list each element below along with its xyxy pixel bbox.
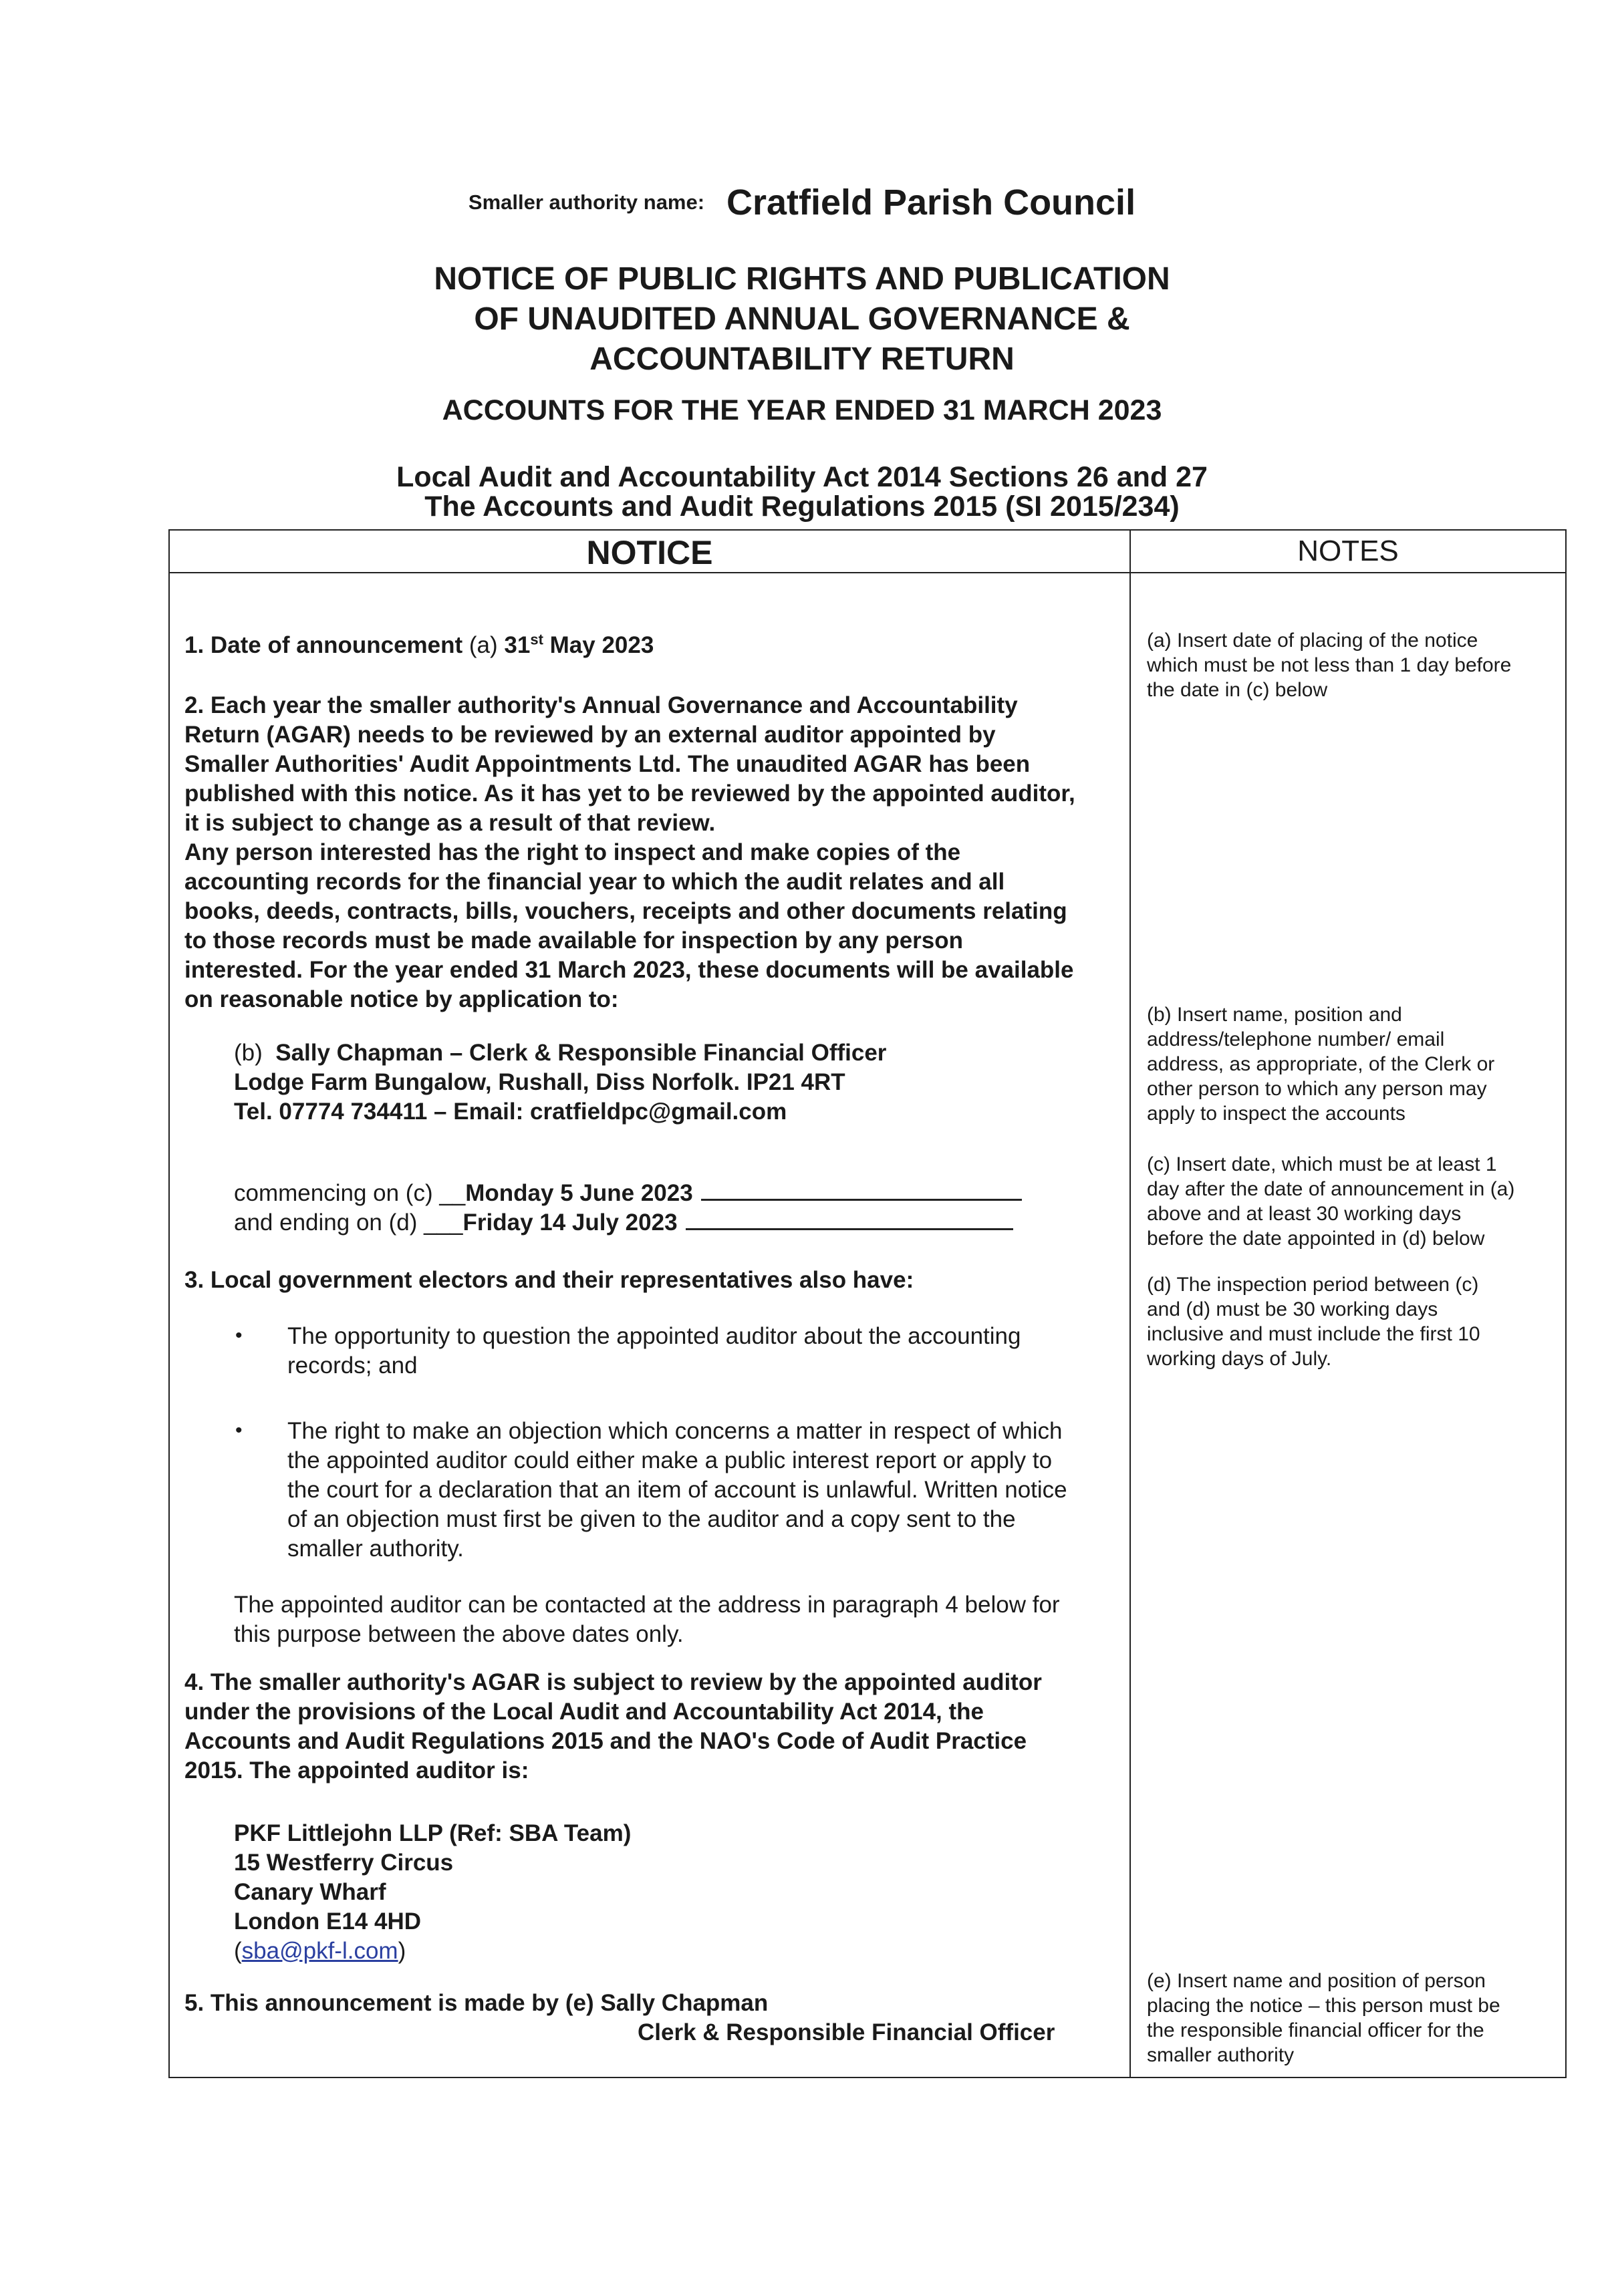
note-line: (b) Insert name, position and [1147, 1004, 1402, 1026]
auditor-street: 15 Westferry Circus [234, 1850, 454, 1876]
note-line: (d) The inspection period between (c) [1147, 1274, 1479, 1296]
note-line: and (d) must be 30 working days [1147, 1298, 1438, 1320]
note-d [1147, 1272, 1555, 1371]
p4-line: 2015. The appointed auditor is: [184, 1757, 529, 1783]
p2-line: on reasonable notice by application to: [184, 986, 619, 1012]
note-c [1147, 1152, 1555, 1251]
contact-address: Lodge Farm Bungalow, Rushall, Diss Norfolk. IP21 4RT [234, 1069, 845, 1095]
note-line: the date in (c) below [1147, 679, 1328, 701]
bullet-icon: • [235, 1419, 243, 1441]
commencing-line: commencing on (c) __Monday 5 June 2023 [234, 1179, 1022, 1208]
p2-line: Smaller Authorities' Audit Appointments Ltd. The unaudited AGAR has been [184, 751, 1031, 777]
p4-line: under the provisions of the Local Audit and Accountability Act 2014, the [184, 1699, 984, 1725]
ending-line: and ending on (d) ___Friday 14 July 2023 [234, 1208, 1022, 1238]
bullet-line: smaller authority. [287, 1536, 464, 1562]
document-subtitle: ACCOUNTS FOR THE YEAR ENDED 31 MARCH 2023 [442, 394, 1162, 426]
note-line: (a) Insert date of placing of the notice [1147, 629, 1478, 652]
document-title [0, 259, 1604, 380]
note-line: address/telephone number/ email [1147, 1028, 1445, 1050]
p4-line: Accounts and Audit Regulations 2015 and the NAO's Code of Audit Practice [184, 1728, 1027, 1754]
paragraph-5: 5. This announcement is made by (e) Sally Chapman [184, 1990, 769, 2016]
announcement-date: 31st May 2023 [504, 631, 654, 658]
note-line: address, as appropriate, of the Clerk or [1147, 1053, 1495, 1075]
note-line: above and at least 30 working days [1147, 1203, 1462, 1225]
paragraph-1 [184, 631, 654, 660]
authority-label: Smaller authority name: [468, 190, 705, 214]
contact-phone-email: Tel. 07774 734411 – Email: cratfieldpc@gmail.com [234, 1099, 787, 1125]
auditor-area: Canary Wharf [234, 1879, 386, 1905]
paragraph-4 [184, 1668, 1117, 1785]
note-line: other person to which any person may [1147, 1078, 1487, 1100]
legislation-line-2: The Accounts and Audit Regulations 2015 (SI 2015/234) [424, 490, 1180, 523]
p2-line: 2. Each year the smaller authority's Annual Governance and Accountability [184, 692, 1018, 718]
note-line: which must be not less than 1 day before [1147, 654, 1512, 676]
p2-line: interested. For the year ended 31 March 2023, these documents will be available [184, 957, 1074, 983]
bullet-1 [287, 1322, 1116, 1381]
bullet-icon: • [235, 1324, 243, 1346]
auditor-email-link[interactable]: sba@pkf-l.com [241, 1938, 398, 1964]
p2-line: published with this notice. As it has yet to be reviewed by the appointed auditor, [184, 780, 1075, 807]
note-line: day after the date of announcement in (a) [1147, 1178, 1515, 1200]
note-b [1147, 1002, 1555, 1126]
paragraph-3-heading: 3. Local government electors and their representatives also have: [184, 1267, 914, 1293]
legislation-line-1: Local Audit and Accountability Act 2014 Sections 26 and 27 [396, 461, 1208, 493]
note-a [1147, 628, 1555, 702]
authority-line [0, 182, 1604, 223]
p2-line: accounting records for the financial year to which the audit relates and all [184, 869, 1005, 895]
note-line: smaller authority [1147, 2044, 1295, 2066]
contact-marker: (b) [234, 1040, 263, 1066]
p2-line: Return (AGAR) needs to be reviewed by an external auditor appointed by [184, 722, 996, 748]
note-e [1147, 1969, 1555, 2067]
bullet-line: the appointed auditor could either make a public interest report or apply to [287, 1447, 1053, 1473]
auditor-email-line: (sba@pkf-l.com) [234, 1938, 406, 1964]
inspection-dates [234, 1179, 1022, 1238]
p1-marker: (a) [469, 632, 498, 658]
bullet-line: the court for a declaration that an item of account is unlawful. Written notice [287, 1477, 1067, 1503]
p2-line: Any person interested has the right to inspect and make copies of the [184, 839, 961, 865]
note-line: inclusive and must include the first 10 [1147, 1323, 1480, 1345]
notice-table [168, 529, 1567, 2078]
notice-column-heading: NOTICE [586, 534, 713, 571]
note-line: the responsible financial officer for the [1147, 2019, 1484, 2041]
note-line: placing the notice – this person must be [1147, 1995, 1500, 2017]
commencing-date: Monday 5 June 2023 [465, 1180, 693, 1206]
contact-block [234, 1038, 886, 1127]
bullet-line: The right to make an objection which concerns a matter in respect of which [287, 1418, 1063, 1444]
p1-label: 1. Date of announcement [184, 632, 463, 658]
auditor-contact-note [234, 1590, 1116, 1649]
announcer-position: Clerk & Responsible Financial Officer [638, 2019, 1055, 2045]
note-line: apply to inspect the accounts [1147, 1103, 1406, 1125]
auditor-contact-line: The appointed auditor can be contacted at the address in paragraph 4 below for [234, 1592, 1060, 1618]
note-line: before the date appointed in (d) below [1147, 1228, 1485, 1250]
header-divider [170, 572, 1565, 573]
auditor-name: PKF Littlejohn LLP (Ref: SBA Team) [234, 1820, 632, 1846]
authority-name: Cratfield Parish Council [726, 182, 1136, 223]
p2-line: to those records must be made available for inspection by any person [184, 927, 964, 954]
p2-line: books, deeds, contracts, bills, vouchers, receipts and other documents relating [184, 898, 1067, 924]
p4-line: 4. The smaller authority's AGAR is subject to review by the appointed auditor [184, 1669, 1042, 1695]
auditor-contact-line: this purpose between the above dates only. [234, 1621, 684, 1647]
auditor-address [234, 1819, 631, 1966]
title-line-3: ACCOUNTABILITY RETURN [589, 341, 1015, 377]
auditor-city: London E14 4HD [234, 1908, 422, 1934]
note-line: (c) Insert date, which must be at least 1 [1147, 1153, 1497, 1175]
bullet-line: of an objection must first be given to the auditor and a copy sent to the [287, 1506, 1016, 1532]
note-line: working days of July. [1147, 1348, 1332, 1370]
title-line-1: NOTICE OF PUBLIC RIGHTS AND PUBLICATION [434, 261, 1170, 297]
p2-line: it is subject to change as a result of that review. [184, 810, 716, 836]
bullet-2 [287, 1417, 1116, 1564]
paragraph-2 [184, 691, 1117, 1014]
contact-name: Sally Chapman – Clerk & Responsible Financial Officer [275, 1040, 887, 1066]
notes-column-heading: NOTES [1297, 535, 1399, 567]
column-divider [1129, 531, 1131, 2077]
title-line-2: OF UNAUDITED ANNUAL GOVERNANCE & [474, 301, 1130, 337]
ending-date: Friday 14 July 2023 [462, 1209, 678, 1236]
bullet-line: records; and [287, 1352, 418, 1379]
note-line: (e) Insert name and position of person [1147, 1970, 1486, 1992]
bullet-line: The opportunity to question the appointed auditor about the accounting [287, 1323, 1021, 1349]
legislation-references [0, 462, 1604, 521]
